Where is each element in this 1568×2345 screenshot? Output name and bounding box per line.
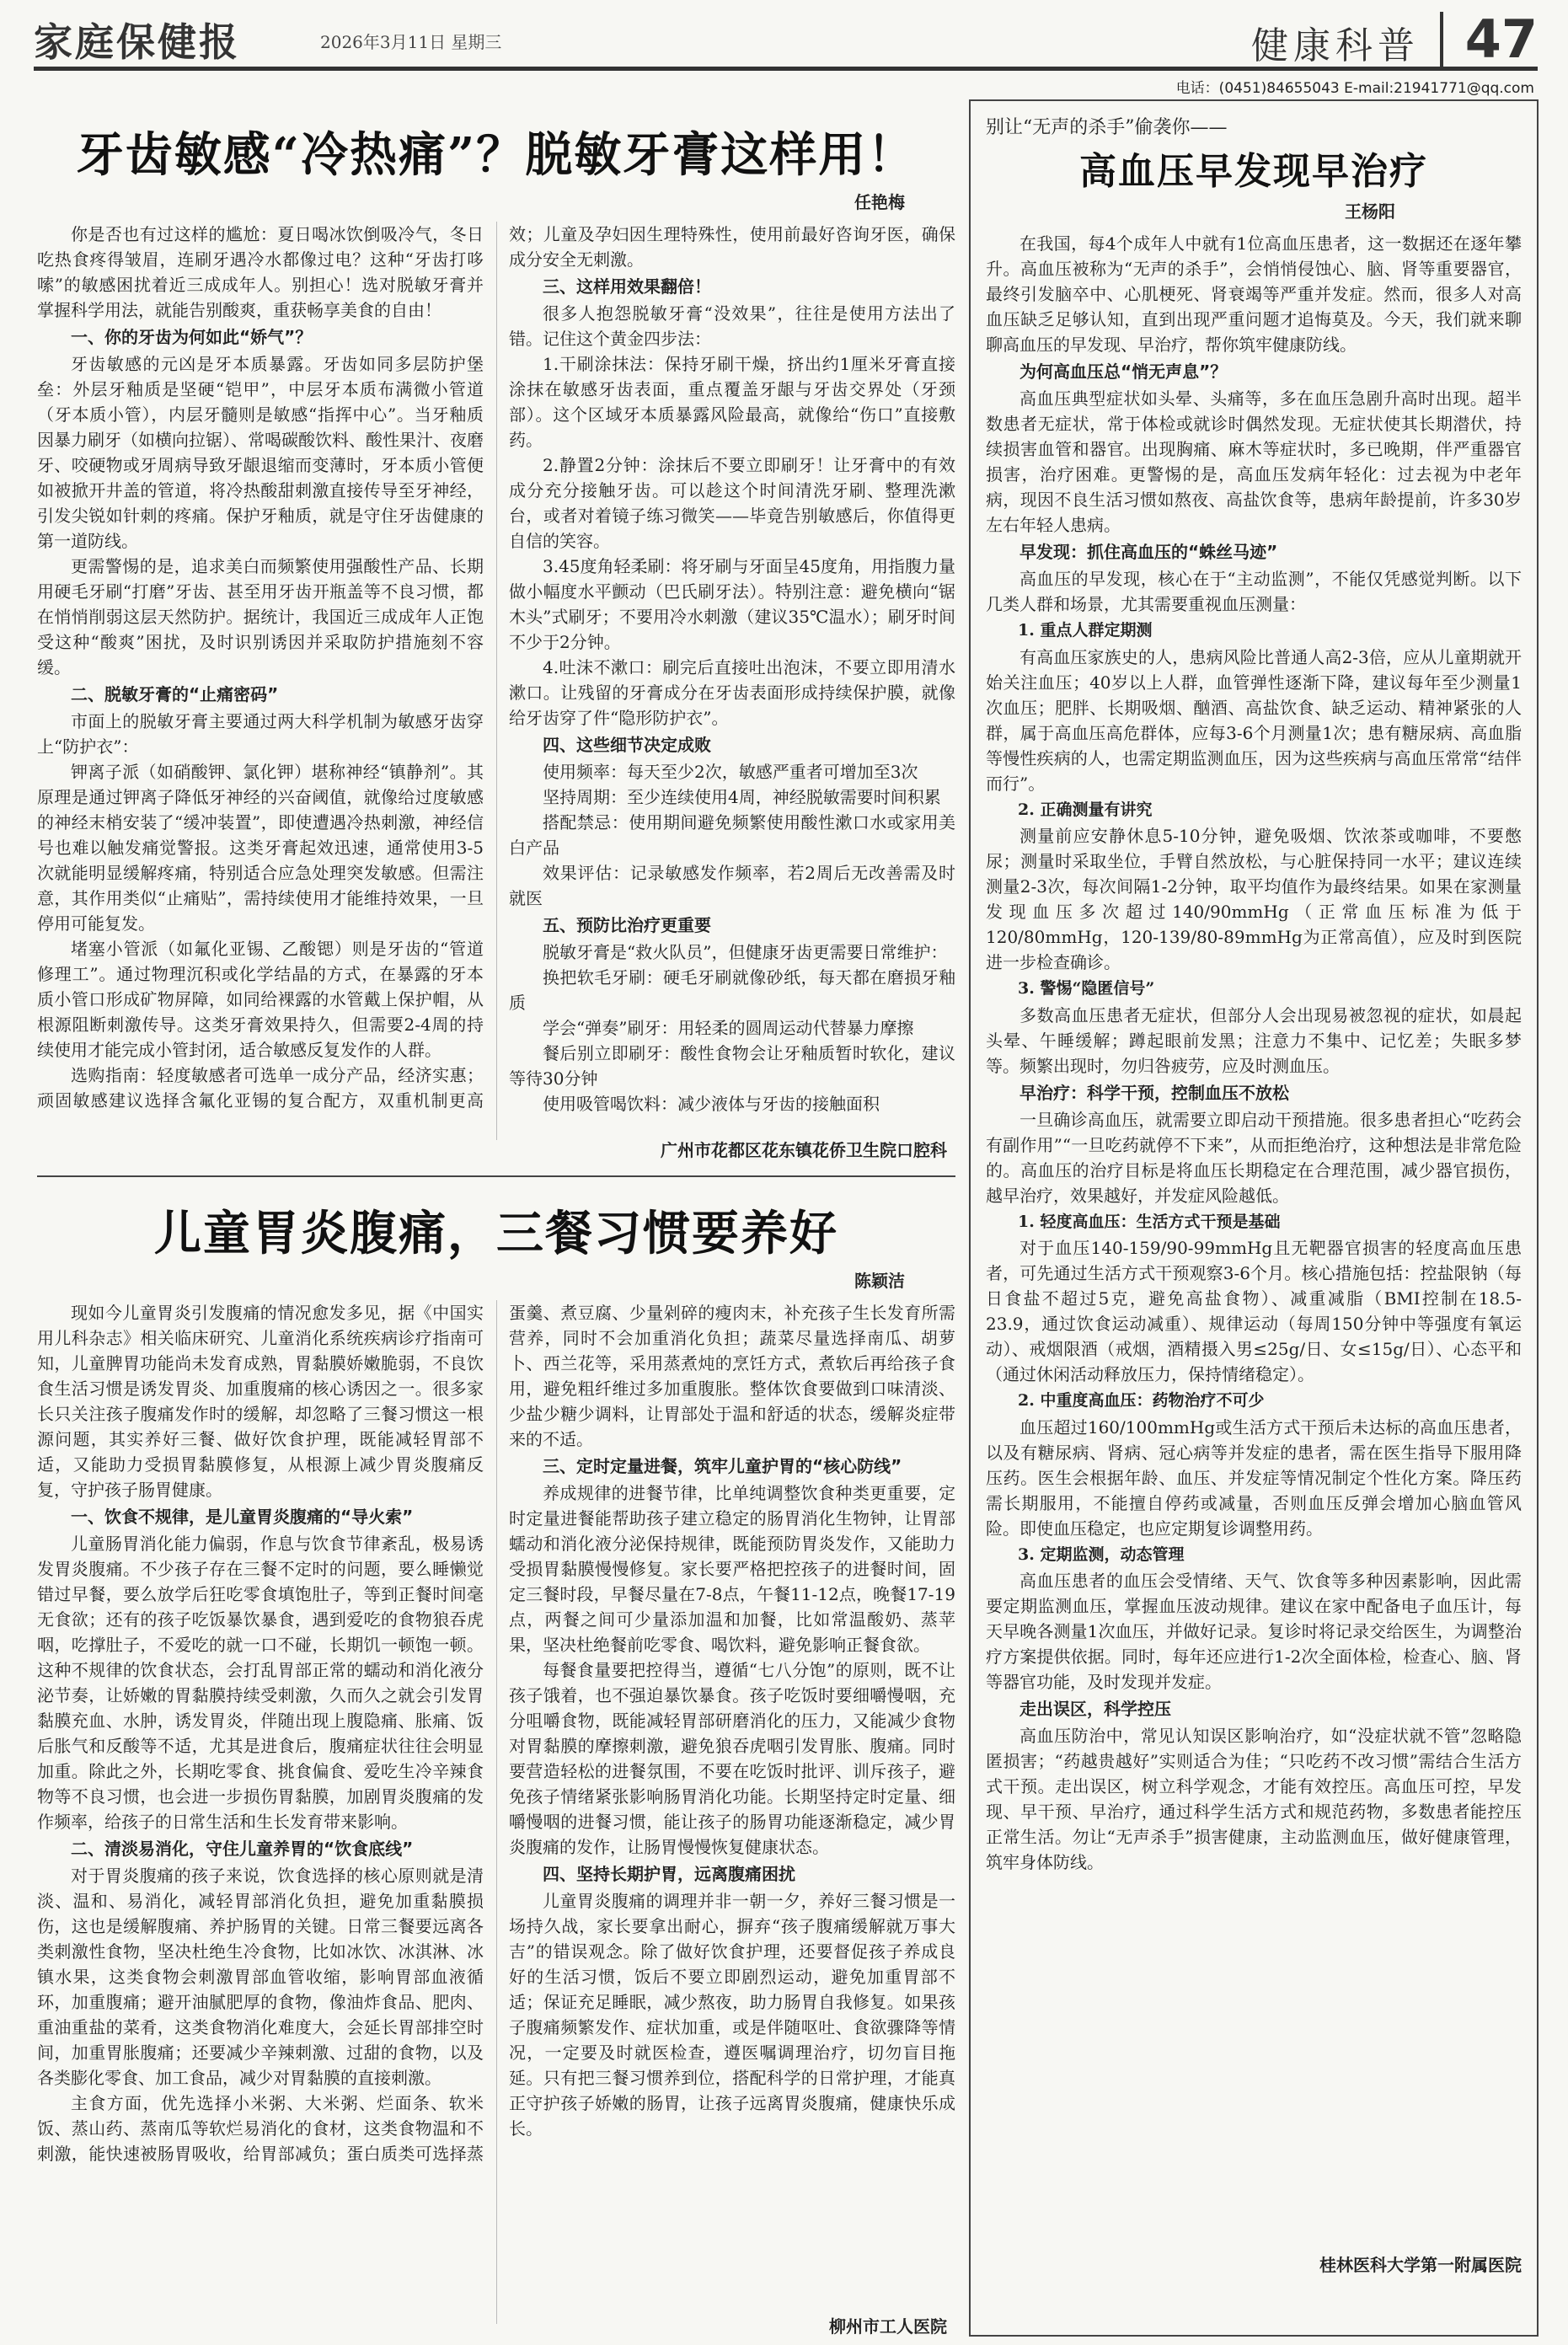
paragraph: 血压超过160/100mmHg或生活方式干预后未达标的高血压患者，以及有糖尿病、肾病、冠心病等并发症的患者，需在医生指导下服用降压药。医生会根据年龄、血压、并发症等情况制定个性化方案。降压药需长期服用，不能擅自停药或减量，否则血压反弹会增加心脑血管风险。即使血压稳定，也应定期复诊调整用药。 bbox=[986, 1416, 1522, 1539]
article-title: 高血压早发现早治疗 bbox=[1079, 150, 1428, 193]
paragraph: 牙齿敏感的元凶是牙本质暴露。牙齿如同多层防护堡垒：外层牙釉质是坚硬“铠甲”，中层牙本质布满微小管道（牙本质小管），内层牙髓则是敏感“指挥中心”。当牙釉质因暴力刷牙（如横向拉锯）、常喝碳酸饮料、酸性果汁、夜磨牙、咬硬物或牙周病导致牙龈退缩而变薄时，牙本质小管便如被掀开井盖的管道，将冷热酸甜刺激直接传导至牙神经，引发尖锐如针刺的疼痛。保护牙釉质，就是守住牙齿健康的第一道防线。 bbox=[37, 354, 484, 551]
page-number: 47 bbox=[1464, 8, 1538, 70]
paragraph: 3.45度角轻柔刷：将牙刷与牙面呈45度角，用指腹力量做小幅度水平颤动（巴氏刷牙法）。特别注意：避免横向“锯木头”式刷牙；不要用冷水刺激（建议35℃温水）；刷牙时间不少于2分钟。 bbox=[509, 556, 955, 652]
paragraph: 你是否也有过这样的尴尬：夏日喝冰饮倒吸冷气，冬日吃热食疼得皱眉，连刷牙遇冷水都像过电？这种“牙齿打哆嗦”的敏感困扰着近三成成年人。别担心！选对脱敏牙膏并掌握科学用法，就能告别酸爽，重获畅享美食的自由！ bbox=[37, 224, 484, 320]
section-heading: 为何高血压总“悄无声息”？ bbox=[1019, 361, 1228, 382]
paragraph: 学会“弹奏”刷牙：用轻柔的圆周运动代替暴力摩擦 bbox=[543, 1018, 914, 1038]
section-name: 健康科普 bbox=[1251, 24, 1420, 67]
paragraph: 每餐食量要把控得当，遵循“七八分饱”的原则，既不让孩子饿着，也不强迫暴饮暴食。孩子吃饭时要细嚼慢咽，充分咀嚼食物，既能减轻胃部研磨消化的压力，又能减少食物对胃黏膜的摩擦刺激，避免狼吞虎咽引发胃胀、腹痛。同时要营造轻松的进餐氛围，不要在吃饭时批评、训斥孩子，避免孩子情绪紧张影响肠胃消化功能。长期坚持定时定量、细嚼慢咽的进餐习惯，能让孩子的肠胃功能逐渐稳定，减少胃炎腹痛的发作，让肠胃慢慢恢复健康状态。 bbox=[509, 1660, 955, 1857]
paragraph: 很多人抱怨脱敏牙膏“没效果”，往往是使用方法出了错。记住这个黄金四步法： bbox=[509, 303, 955, 349]
section-heading: 走出误区，科学控压 bbox=[1019, 1699, 1171, 1719]
paragraph: 高血压的早发现，核心在于“主动监测”，不能仅凭感觉判断。以下几类人群和场景，尤其需要重视血压测量： bbox=[986, 569, 1522, 614]
article-organization: 桂林医科大学第一附属医院 bbox=[1319, 2255, 1522, 2275]
section-heading: 一、你的牙齿为何如此“娇气”？ bbox=[71, 327, 313, 347]
article-author: 王杨阳 bbox=[1345, 201, 1395, 222]
article-organization: 柳州市工人医院 bbox=[829, 2316, 947, 2337]
paragraph: 使用吸管喝饮料：减少液体与牙齿的接触面积 bbox=[543, 1094, 880, 1114]
article-body bbox=[37, 1300, 955, 2324]
section-heading: 四、坚持长期护胃，远离腹痛困扰 bbox=[543, 1864, 795, 1884]
paragraph: 高血压防治中，常见认知误区影响治疗，如“没症状就不管”忽略隐匿损害；“药越贵越好”实则适合为佳；“只吃药不改习惯”需结合生活方式干预。走出误区，树立科学观念，才能有效控压。高血压可控，早发现、早干预、早治疗，通过科学生活方式和规范药物，多数患者能控压正常生活。勿让“无声杀手”损害健康，主动监测血压，做好健康管理，筑牢身体防线。 bbox=[986, 1726, 1522, 1872]
article-body bbox=[37, 222, 955, 1140]
section-heading: 早治疗：科学干预，控制血压不放松 bbox=[1019, 1082, 1289, 1103]
section-heading: 三、这样用效果翻倍！ bbox=[543, 276, 711, 297]
paragraph: 养成规律的进餐节律，比单纯调整饮食种类更重要，定时定量进餐能帮助孩子建立稳定的肠胃消化生物钟，让胃部蠕动和消化液分泌保持规律，既能预防胃炎发作，又能助力受损胃黏膜慢慢修复。家长要严格把控孩子的进餐时间，固定三餐时段，早餐尽量在7-8点，午餐11-12点，晚餐17-19点，两餐之间可少量添加温和加餐，比如常温酸奶、蒸苹果，坚决杜绝餐前吃零食、喝饮料，避免影响正餐食欲。 bbox=[509, 1483, 955, 1655]
paragraph: 有高血压家族史的人，患病风险比普通人高2-3倍，应从儿童期就开始关注血压；40岁以上人群，血管弹性逐渐下降，建议每年至少测量1次血压；肥胖、长期吸烟、酗酒、高盐饮食、缺乏运动、精神紧张的人群，属于高血压高危群体，应每3-6个月测量1次；患有糖尿病、高血脂等慢性疾病的人，也需定期监测血压，因为这些疾病与高血压常常“结伴而行”。 bbox=[986, 646, 1522, 794]
paper-name: 家庭保健报 bbox=[34, 19, 240, 65]
subheading: 3. 定期监测，动态管理 bbox=[1018, 1545, 1185, 1564]
article-dental-sensitivity bbox=[37, 118, 955, 1171]
paragraph: 餐后别立即刷牙：酸性食物会让牙釉质暂时软化，建议等待30分钟 bbox=[509, 1043, 955, 1089]
section-heading: 五、预防比治疗更重要 bbox=[543, 915, 711, 935]
paragraph: 1.干刷涂抹法：保持牙刷干燥，挤出约1厘米牙膏直接涂抹在敏感牙齿表面，重点覆盖牙龈与牙齿交界处（牙颈部）。这个区域牙本质暴露风险最高，就像给“伤口”直接敷药。 bbox=[509, 354, 955, 450]
subheading: 2. 正确测量有讲究 bbox=[1018, 800, 1153, 819]
paragraph: 4.吐沫不漱口：刷完后直接吐出泡沫，不要立即用清水漱口。让残留的牙膏成分在牙齿表面形成持续保护膜，就像给牙齿穿了件“隐形防护衣”。 bbox=[509, 657, 955, 728]
paragraph: 对于胃炎腹痛的孩子来说，饮食选择的核心原则就是清淡、温和、易消化，减轻胃部消化负担，避免加重黏膜损伤，这也是缓解腹痛、养护肠胃的关键。日常三餐要远离各类刺激性食物，坚决杜绝生冷食物，比如冰饮、冰淇淋、冰镇水果，这类食物会刺激胃部血管收缩，影响胃部血液循环，加重腹痛；避开油腻肥厚的食物，像油炸食品、肥肉、重油重盐的菜肴，这类食物消化难度大，会延长胃部排空时间，加重胃胀腹痛；还要减少辛辣刺激、过甜的食物，以及各类膨化零食、加工食品，减少对胃黏膜的直接刺激。 bbox=[37, 1866, 484, 2088]
paragraph: 2.静置2分钟：涂抹后不要立即刷牙！让牙膏中的有效成分充分接触牙齿。可以趁这个时间清洗牙刷、整理洗漱台，或者对着镜子练习微笑——毕竟告别敏感后，你值得更自信的笑容。 bbox=[509, 455, 955, 551]
article-child-gastritis bbox=[37, 1188, 955, 2342]
paragraph: 更需警惕的是，追求美白而频繁使用强酸性产品、长期用硬毛牙刷“打磨”牙齿、甚至用牙齿开瓶盖等不良习惯，都在悄悄削弱这层天然防护。据统计，我国近三成成年人正饱受这种“酸爽”困扰，及时识别诱因并采取防护措施刻不容缓。 bbox=[37, 556, 484, 677]
article-title: 牙齿敏感“冷热痛”？脱敏牙膏这样用！ bbox=[76, 127, 917, 183]
section-heading: 早发现：抓住高血压的“蛛丝马迹” bbox=[1019, 542, 1278, 562]
article-body bbox=[986, 231, 1522, 2245]
paragraph: 儿童胃炎腹痛的调理并非一朝一夕，养好三餐习惯是一场持久战，家长要拿出耐心，摒弃“孩子腹痛缓解就万事大吉”的错误观念。除了做好饮食护理，还要督促孩子养成良好的生活习惯，饭后不要立即剧烈运动，避免加重胃部不适；保证充足睡眠，减少熬夜，助力肠胃自我修复。如果孩子腹痛频繁发作、症状加重，或是伴随呕吐、食欲骤降等情况，一定要及时就医检查，遵医嘱调理治疗，切勿盲目拖延。只有把三餐习惯养到位，搭配科学的日常护理，才能真正守护孩子娇嫩的肠胃，让孩子远离胃炎腹痛，健康快乐成长。 bbox=[509, 1891, 955, 2139]
paragraph: 钾离子派（如硝酸钾、氯化钾）堪称神经“镇静剂”。其原理是通过钾离子降低牙神经的兴奋阈值，就像给过度敏感的神经末梢安装了“缓冲装置”，即使遭遇冷热刺激，神经信号也难以触发痛觉警报。这类牙膏起效迅速，通常使用3-5次就能明显缓解疼痛，特别适合应急处理突发敏感。但需注意，其作用类似“止痛贴”，需持续使用才能维持效果，一旦停用可能复发。 bbox=[37, 762, 484, 934]
section-heading: 三、定时定量进餐，筑牢儿童护胃的“核心防线” bbox=[543, 1456, 902, 1476]
article-hypertension bbox=[969, 99, 1539, 2337]
paragraph: 儿童肠胃消化能力偏弱，作息与饮食节律紊乱，极易诱发胃炎腹痛。不少孩子存在三餐不定时的问题，要么睡懒觉错过早餐，要么放学后狂吃零食填饱肚子，等到正餐时间毫无食欲；还有的孩子吃饭暴饮暴食，遇到爱吃的食物狼吞虎咽，吃撑肚子，不爱吃的就一口不碰，长期饥一顿饱一顿。这种不规律的饮食状态，会打乱胃部正常的蠕动和消化液分泌节奏，让娇嫩的胃黏膜持续受刺激，久而久之就会引发胃黏膜充血、水肿，诱发胃炎，伴随出现上腹隐痛、胀痛、饭后胀气和反酸等不适，尤其是进食后，腹痛症状往往会明显加重。除此之外，长期吃零食、挑食偏食、爱吃生冷辛辣食物等不良习惯，也会进一步损伤胃黏膜，加剧胃炎腹痛的发作频率，给孩子的日常生活和生长发育带来影响。 bbox=[37, 1534, 484, 1832]
paragraph: 市面上的脱敏牙膏主要通过两大科学机制为敏感牙齿穿上“防护衣”： bbox=[37, 711, 484, 757]
issue-date: 2026年3月11日 星期三 bbox=[320, 32, 502, 52]
section-heading: 一、饮食不规律，是儿童胃炎腹痛的“导火索” bbox=[71, 1507, 414, 1527]
paragraph: 效果评估：记录敏感发作频率，若2周后无改善需及时就医 bbox=[509, 863, 955, 908]
paragraph: 使用频率：每天至少2次，敏感严重者可增加至3次 bbox=[543, 762, 918, 782]
article-author: 陈颖洁 bbox=[854, 1271, 905, 1291]
section-heading: 二、脱敏牙膏的“止痛密码” bbox=[71, 684, 279, 704]
section-heading: 四、这些细节决定成败 bbox=[543, 735, 711, 755]
paragraph: 换把软毛牙刷：硬毛牙刷就像砂纸，每天都在磨损牙釉质 bbox=[509, 967, 955, 1013]
masthead bbox=[34, 8, 1538, 71]
paragraph: 主食方面，优先选择小米粥、大米粥、烂面条、软米饭、蒸山药、蒸南瓜等软烂易消化的食材，这类食物温和不刺激，能快速被肠胃吸收，给胃部减负；蛋白质类可选择蒸蛋羹、煮豆腐、少量剁碎的瘦肉末，补充孩子生长发育所需营养，同时不会加重消化负担；蔬菜尽量选择南瓜、胡萝卜、西兰花等，采用蒸煮炖的烹饪方式，煮软后再给孩子食用，避免粗纤维过多加重腹胀。整体饮食要做到口味清淡、少盐少糖少调料，让胃部处于温和舒适的状态，缓解炎症带来的不适。 bbox=[37, 1303, 955, 2164]
subheading: 3. 警惕“隐匿信号” bbox=[1018, 979, 1155, 998]
subheading: 2. 中重度高血压：药物治疗不可少 bbox=[1018, 1391, 1265, 1410]
paragraph: 一旦确诊高血压，就需要立即启动干预措施。很多患者担心“吃药会有副作用”“一旦吃药就停不下来”，从而拒绝治疗，这种想法是非常危险的。高血压的治疗目标是将血压长期稳定在合理范围，减少器官损伤，越早治疗，效果越好，并发症风险越低。 bbox=[986, 1109, 1522, 1206]
article-title: 儿童胃炎腹痛，三餐习惯要养好 bbox=[154, 1206, 838, 1261]
masthead-divider bbox=[1440, 12, 1443, 69]
paragraph: 多数高血压患者无症状，但部分人会出现易被忽视的症状，如晨起头晕、午睡缓解；蹲起眼前发黑；注意力不集中、记忆差；失眠多梦等。频繁出现时，勿归咎疲劳，应及时测血压。 bbox=[986, 1004, 1522, 1076]
paragraph: 在我国，每4个成年人中就有1位高血压患者，这一数据还在逐年攀升。高血压被称为“无声的杀手”，会悄悄侵蚀心、脑、肾等重要器官，最终引发脑卒中、心肌梗死、肾衰竭等严重并发症。然而，很多人对高血压缺乏足够认知，直到出现严重问题才追悔莫及。今天，我们就来聊聊高血压的早发现、早治疗，帮你筑牢健康防线。 bbox=[986, 233, 1522, 355]
article-divider bbox=[37, 1175, 955, 1177]
article-author: 任艳梅 bbox=[854, 192, 905, 212]
paragraph: 测量前应安静休息5-10分钟，避免吸烟、饮浓茶或咖啡，不要憋尿；测量时采取坐位，手臂自然放松，与心脏保持同一水平；建议连续测量2-3次，每次间隔1-2分钟，取平均值作为最终结果。如果在家测量发现血压多次超过140/90mmHg（正常血压标准为低于120/80mmHg，120-139/80-89mmHg为正常高值），应及时到医院进一步检查确诊。 bbox=[986, 826, 1522, 972]
article-organization: 广州市花都区花东镇花侨卫生院口腔科 bbox=[661, 1140, 947, 1160]
section-heading: 二、清淡易消化，守住儿童养胃的“饮食底线” bbox=[71, 1839, 414, 1859]
paragraph: 高血压典型症状如头晕、头痛等，多在血压急剧升高时出现。超半数患者无症状，常于体检或就诊时偶然发现。无症状使其长期潜伏，持续损害血管和器官。出现胸痛、麻木等症状时，多已晚期，伴严重器官损害，治疗困难。更警惕的是，高血压发病年轻化：过去视为中老年病，现因不良生活习惯如熬夜、高盐饮食等，患病年龄提前，许多30岁左右年轻人患病。 bbox=[986, 388, 1522, 535]
contact-line: 电话：(0451)84655043 E-mail:21941771@qq.com bbox=[1175, 80, 1534, 97]
paragraph: 堵塞小管派（如氟化亚锡、乙酸锶）则是牙齿的“管道修理工”。通过物理沉积或化学结晶的方式，在暴露的牙本质小管口形成矿物屏障，如同给裸露的水管戴上保护帽，从根源阻断刺激传导。这类牙膏效果持久，但需要2-4周的持续使用才能完成小管封闭，适合敏感反复发作的人群。 bbox=[37, 939, 484, 1060]
article-kicker: 别让“无声的杀手”偷袭你—— bbox=[986, 117, 1228, 138]
paragraph: 选购指南：轻度敏感者可选单一成分产品，经济实惠；顽固敏感建议选择含氟化亚锡的复合配方，双重机制更高效；儿童及孕妇因生理特殊性，使用前最好咨询牙医，确保成分安全无刺激。 bbox=[37, 224, 955, 1111]
paragraph: 对于血压140-159/90-99mmHg且无靶器官损害的轻度高血压患者，可先通过生活方式干预观察3-6个月。核心措施包括：控盐限钠（每日食盐不超过5克，避免高盐食物）、减重减脂（BMI控制在18.5-23.9，通过饮食运动减重）、规律运动（每周150分钟中等强度有氧运动）、戒烟限酒（戒烟，酒精摄入男≤25g/日、女≤15g/日）、心态平和（通过休闲活动释放压力，保持情绪稳定）。 bbox=[986, 1238, 1522, 1384]
paragraph: 脱敏牙膏是“救火队员”，但健康牙齿更需要日常维护： bbox=[543, 942, 948, 962]
paragraph: 搭配禁忌：使用期间避免频繁使用酸性漱口水或家用美白产品 bbox=[509, 812, 955, 858]
paragraph: 高血压患者的血压会受情绪、天气、饮食等多种因素影响，因此需要定期监测血压，掌握血压波动规律。建议在家中配备电子血压计，每天早晚各测量1次血压，并做好记录。复诊时将记录交给医生，为调整治疗方案提供依据。同时，每年还应进行1-2次全面体检，检查心、脑、肾等器官功能，及时发现并发症。 bbox=[986, 1571, 1522, 1692]
subheading: 1. 重点人群定期测 bbox=[1018, 621, 1153, 640]
paragraph: 现如今儿童胃炎引发腹痛的情况愈发多见，据《中国实用儿科杂志》相关临床研究、儿童消化系统疾病诊疗指南可知，儿童脾胃功能尚未发育成熟，胃黏膜娇嫩脆弱，不良饮食生活习惯是诱发胃炎、加重腹痛的核心诱因之一。很多家长只关注孩子腹痛发作时的缓解，却忽略了三餐习惯这一根源问题，其实养好三餐、做好饮食护理，既能减轻胃部不适，又能助力受损胃黏膜修复，从根源上减少胃炎腹痛反复，守护孩子肠胃健康。 bbox=[37, 1303, 484, 1500]
subheading: 1. 轻度高血压：生活方式干预是基础 bbox=[1018, 1212, 1281, 1231]
paragraph: 坚持周期：至少连续使用4周，神经脱敏需要时间积累 bbox=[543, 787, 941, 807]
